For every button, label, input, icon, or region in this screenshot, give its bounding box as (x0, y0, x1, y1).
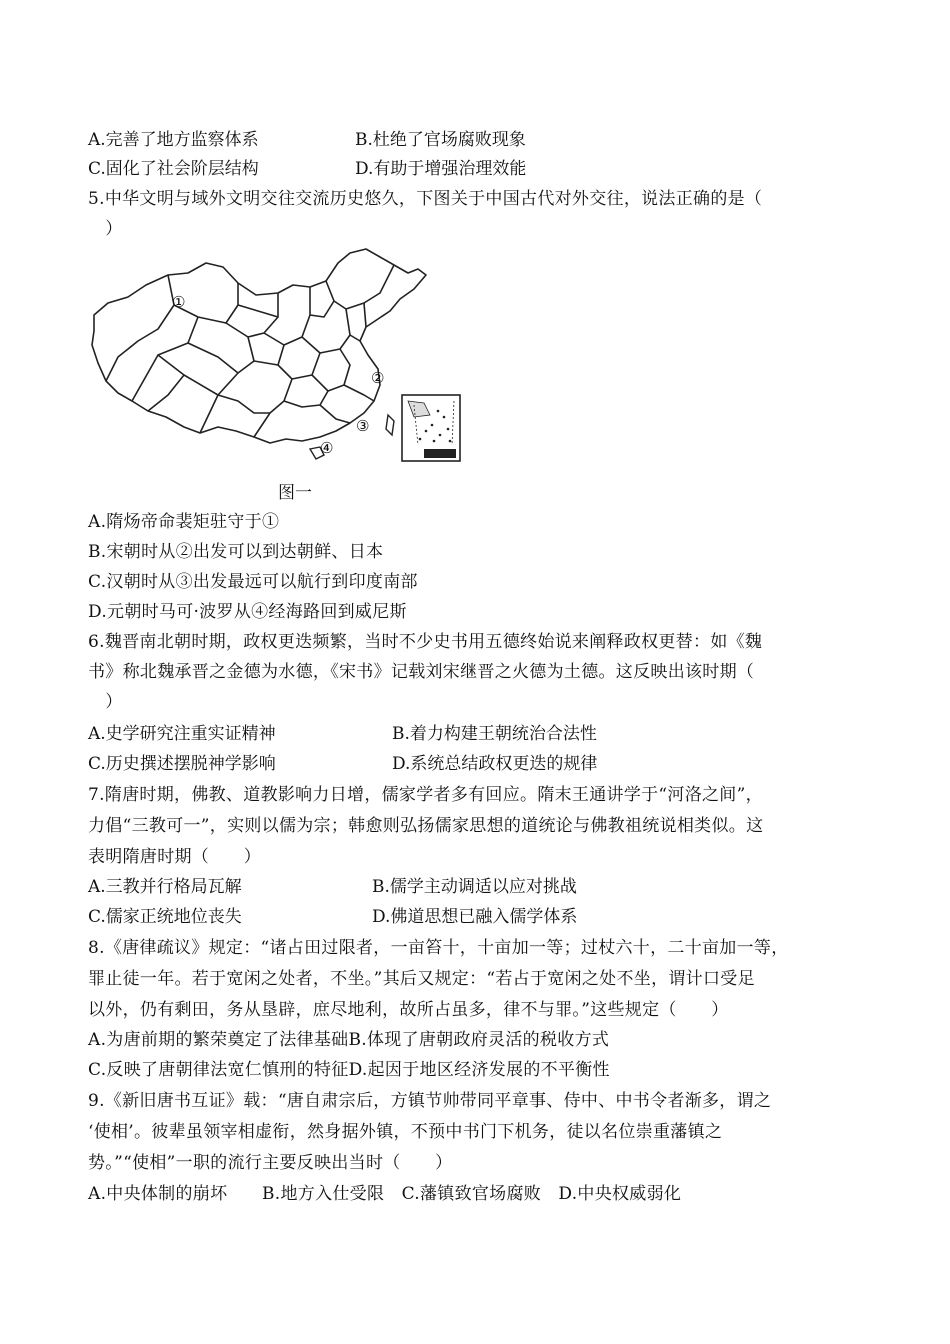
q7-option-c: C.儒家正统地位丧失 (88, 907, 242, 927)
map-marker-1: ① (172, 293, 186, 311)
map-caption: 图一 (278, 483, 312, 503)
map-marker-2: ② (371, 369, 385, 387)
q8-stem-line3: 以外，仍有剩田，务从垦辟，庶尽地利，故所占虽多，律不与罪。”这些规定（ ） (88, 1000, 729, 1020)
q7-stem-line1: 7.隋唐时期，佛教、道教影响力日增，儒家学者多有回应。隋末王通讲学于“河洛之间”， (88, 785, 763, 805)
q8-stem-line2: 罪止徒一年。若于宽闲之处者，不坐。”其后又规定：“若占于宽闲之处不坐，谓计口受足 (88, 969, 755, 989)
q4-option-d: D.有助于增强治理效能 (355, 159, 527, 179)
q9-stem-line3: 势。”“使相”一职的流行主要反映出当时（ ） (88, 1153, 453, 1173)
q9-options: A.中央体制的崩坏 B.地方入仕受限 C.藩镇致官场腐败 D.中央权威弱化 (88, 1184, 682, 1204)
q4-option-a: A.完善了地方监察体系 (88, 130, 259, 150)
q5-option-d: D.元朝时马可·波罗从④经海路回到威尼斯 (88, 602, 407, 622)
south-china-sea-inset (402, 395, 460, 461)
q4-option-c: C.固化了社会阶层结构 (88, 159, 259, 179)
map-marker-3: ③ (356, 417, 370, 435)
q8-options-cd: C.反映了唐朝律法宽仁慎刑的特征D.起因于地区经济发展的不平衡性 (88, 1060, 610, 1080)
q6-option-a: A.史学研究注重实证精神 (88, 724, 276, 744)
q5-option-c: C.汉朝时从③出发最远可以航行到印度南部 (88, 572, 418, 592)
q7-stem-line3: 表明隋唐时期（ ） (88, 847, 261, 867)
q6-option-c: C.历史撰述摆脱神学影响 (88, 754, 276, 774)
q9-stem-line2: ‘使相’。彼辈虽领宰相虚衔，然身据外镇，不预中书门下机务，徒以名位崇重藩镇之 (88, 1122, 723, 1142)
q9-stem-line1: 9.《新旧唐书互证》载：“唐自肃宗后，方镇节帅带同平章事、侍中、中书令者渐多，谓之 (88, 1091, 772, 1111)
q7-stem-line2: 力倡“三教可一”，实则以儒为宗；韩愈则弘扬儒家思想的道统论与佛教祖统说相类似。这 (88, 816, 764, 836)
china-outline (92, 249, 426, 443)
q6-option-d: D.系统总结政权更迭的规律 (392, 754, 598, 774)
q7-option-d: D.佛道思想已融入儒学体系 (372, 907, 578, 927)
map-marker-4: ④ (320, 439, 334, 457)
q5-option-a: A.隋炀帝命裴矩驻守于① (88, 512, 280, 532)
q5-stem-line1: 5.中华文明与域外文明交往交流历史悠久，下图关于中国古代对外交往，说法正确的是（ (88, 189, 763, 209)
q8-options-ab: A.为唐前期的繁荣奠定了法律基础B.体现了唐朝政府灵活的税收方式 (88, 1030, 610, 1050)
q7-option-b: B.儒学主动调适以应对挑战 (372, 877, 577, 897)
china-map-figure (88, 245, 468, 467)
q6-option-b: B.着力构建王朝统治合法性 (392, 724, 597, 744)
q8-stem-line1: 8.《唐律疏议》规定：“诸占田过限者，一亩笞十，十亩加一等；过杖六十，二十亩加一等， (88, 938, 789, 958)
q5-option-b: B.宋朝时从②出发可以到达朝鲜、日本 (88, 542, 384, 562)
q4-option-b: B.杜绝了官场腐败现象 (355, 130, 526, 150)
q6-stem-line2: 书》称北魏承晋之金德为水德，《宋书》记载刘宋继晋之火德为土德。这反映出该时期（ (88, 662, 755, 682)
q6-stem-line1: 6.魏晋南北朝时期，政权更迭频繁，当时不少史书用五德终始说来阐释政权更替：如《魏 (88, 632, 763, 652)
q5-stem-line2: ） (88, 219, 123, 239)
q7-option-a: A.三教并行格局瓦解 (88, 877, 242, 897)
q6-stem-line3: ） (88, 692, 123, 712)
